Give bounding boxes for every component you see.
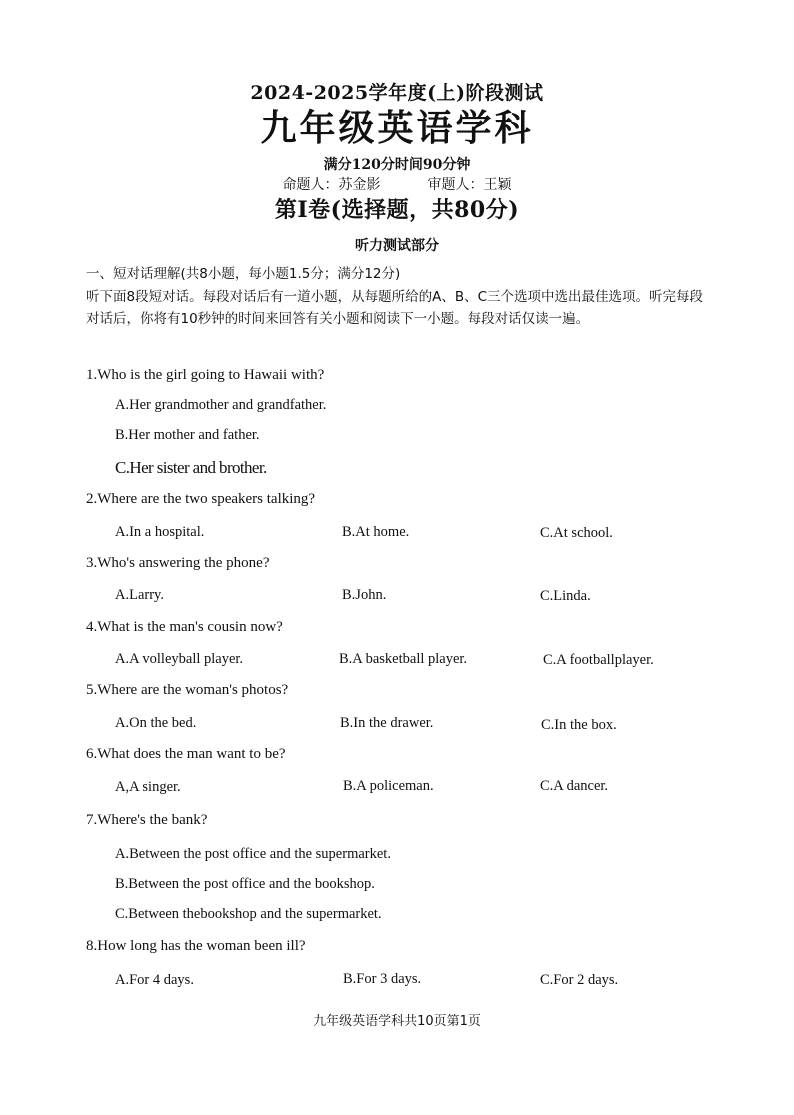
q7-option-c: C.Between thebookshop and the supermarket. <box>115 906 382 922</box>
author-name: 命题人：苏金影 <box>282 177 381 193</box>
q4-option-c: C.A footballplayer. <box>543 652 654 668</box>
q5-option-c: C.In the box. <box>541 717 617 733</box>
question-6: 6.What does the man want to be? <box>86 746 286 762</box>
q5-option-a: A.On the bed. <box>115 715 197 731</box>
question-1: 1.Who is the girl going to Hawaii with? <box>86 367 325 383</box>
q1-option-a: A.Her grandmother and grandfather. <box>115 397 327 413</box>
listening-section-title: 听力测试部分 <box>355 238 439 254</box>
q6-option-c: C.A dancer. <box>540 778 609 794</box>
section-instructions: 听下面8段短对话。每段对话后有一道小题，从每题所给的A、B、C三个选项中选出最佳选项。听完每段对话后，你将有10秒钟的时间来回答有关小题和阅读下一小题。每段对话仅读一遍。 <box>86 289 704 327</box>
q1-option-c: C.Her sister and brother. <box>115 458 267 477</box>
q3-option-a: A.Larry. <box>115 587 164 603</box>
score-time-line: 满分120分时间90分钟 <box>323 157 471 173</box>
question-8: 8.How long has the woman been ill? <box>86 938 306 954</box>
exam-year-title: 2024-2025学年度(上)阶段测试 <box>250 82 544 104</box>
reviewer-name: 审题人：王颖 <box>427 177 512 193</box>
q8-option-a: A.For 4 days. <box>115 972 194 988</box>
q4-option-a: A.A volleyball player. <box>115 651 244 667</box>
q7-option-a: A.Between the post office and the supermarket. <box>115 846 391 862</box>
q6-option-a: A,A singer. <box>115 779 181 795</box>
volume-title: 第I卷(选择题，共80分) <box>274 197 520 223</box>
section-heading: 一、短对话理解(共8小题，每小题1.5分；满分12分) <box>86 266 401 282</box>
question-5: 5.Where are the woman's photos? <box>86 682 289 698</box>
q2-option-c: C.At school. <box>540 525 613 541</box>
q2-option-b: B.At home. <box>342 524 410 540</box>
question-7: 7.Where's the bank? <box>86 812 208 828</box>
subject-title: 九年级英语学科 <box>260 107 534 149</box>
q6-option-b: B.A policeman. <box>343 778 434 794</box>
q1-option-b: B.Her mother and father. <box>115 427 260 443</box>
page-footer: 九年级英语学科共10页第1页 <box>313 1014 481 1029</box>
q7-option-b: B.Between the post office and the bookshop. <box>115 876 375 892</box>
q8-option-c: C.For 2 days. <box>540 972 619 988</box>
q2-option-a: A.In a hospital. <box>115 524 205 540</box>
q8-option-b: B.For 3 days. <box>343 971 422 987</box>
q3-option-b: B.John. <box>342 587 387 603</box>
q5-option-b: B.In the drawer. <box>340 715 434 731</box>
question-4: 4.What is the man's cousin now? <box>86 619 283 635</box>
question-3: 3.Who's answering the phone? <box>86 555 270 571</box>
authors-line <box>0 174 794 194</box>
question-2: 2.Where are the two speakers talking? <box>86 491 316 507</box>
q3-option-c: C.Linda. <box>540 588 591 604</box>
q4-option-b: B.A basketball player. <box>339 651 468 667</box>
